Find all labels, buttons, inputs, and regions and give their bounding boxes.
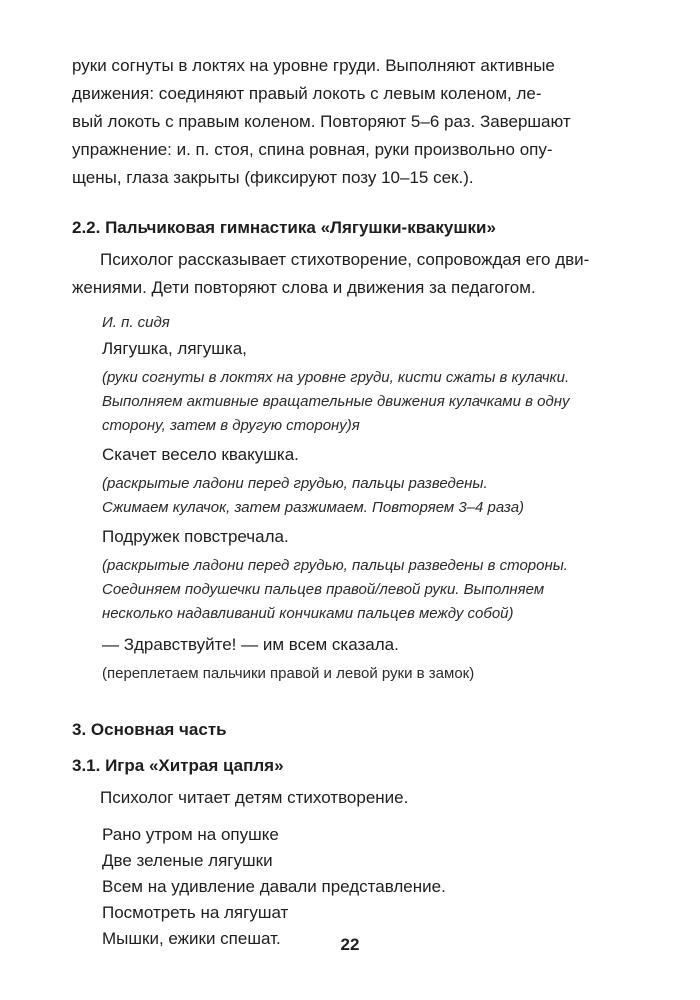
section-heading-3-1: 3.1. Игра «Хитрая цапля» [72, 756, 284, 775]
poem-line: Подружек повстречала. [102, 527, 289, 546]
heron-poem [102, 822, 642, 952]
note-line: (раскрытые ладони перед грудью, пальцы разведены в стороны. [102, 557, 568, 574]
note-line: Выполняем активные вращательные движения кулачками в одну [102, 393, 570, 410]
note-line: Соединяем подушечки пальцев правой/левой руки. Выполняем [102, 581, 545, 598]
movement-note [102, 366, 642, 438]
verse-line: Посмотреть на лягушат [102, 903, 289, 922]
note-line: несколько надавливаний кончиками пальцев между собой) [102, 605, 514, 622]
movement-note [102, 554, 642, 626]
note-line: (руки согнуты в локтях на уровне груди, кисти сжаты в кулачки. [102, 369, 570, 386]
verse-line: Рано утром на опушке [102, 825, 279, 844]
poem-line: Скачет весело квакушка. [102, 445, 299, 464]
text-line: руки согнуты в локтях на уровне груди. Выполняют активные [72, 56, 555, 75]
movement-note [102, 472, 642, 520]
note-line: Сжимаем кулачок, затем разжимаем. Повторяем 3–4 раза) [102, 499, 525, 516]
start-pose: И. п. сидя [102, 314, 170, 331]
text-line: жениями. Дети повторяют слова и движения за педагогом. [72, 278, 536, 297]
finger-exercise-poem [102, 310, 642, 686]
page-number: 22 [340, 935, 360, 954]
poem-line: — Здравствуйте! — им всем сказала. [102, 635, 399, 654]
note-line: сторону, затем в другую сторону)я [102, 417, 360, 434]
movement-note: (переплетаем пальчики правой и левой руки в замок) [102, 665, 475, 682]
text-line: упражнение: и. п. стоя, спина ровная, руки произвольно опу- [72, 140, 553, 159]
text-line: Психолог рассказывает стихотворение, сопровождая его дви- [100, 250, 590, 269]
poem-line: Лягушка, лягушка, [102, 339, 247, 358]
verse-line: Всем на удивление давали представление. [102, 877, 446, 896]
note-line: (раскрытые ладони перед грудью, пальцы разведены. [102, 475, 488, 492]
text-line: вый локоть с правым коленом. Повторяют 5–6 раз. Завершают [72, 112, 571, 131]
text-line: щены, глаза закрыты (фиксируют позу 10–15 сек.). [72, 168, 474, 187]
text-line: движения: соединяют правый локоть с левым коленом, ле- [72, 84, 542, 103]
section-2-2-paragraph [72, 246, 642, 302]
section-heading-2-2: 2.2. Пальчиковая гимнастика «Лягушки-квакушки» [72, 218, 496, 237]
page-content [72, 52, 642, 952]
section-heading-3: 3. Основная часть [72, 720, 227, 739]
section-3-1-paragraph: Психолог читает детям стихотворение. [100, 788, 409, 807]
verse-line: Мышки, ежики спешат. [102, 929, 281, 948]
intro-paragraph [72, 52, 642, 192]
verse-line: Две зеленые лягушки [102, 851, 273, 870]
